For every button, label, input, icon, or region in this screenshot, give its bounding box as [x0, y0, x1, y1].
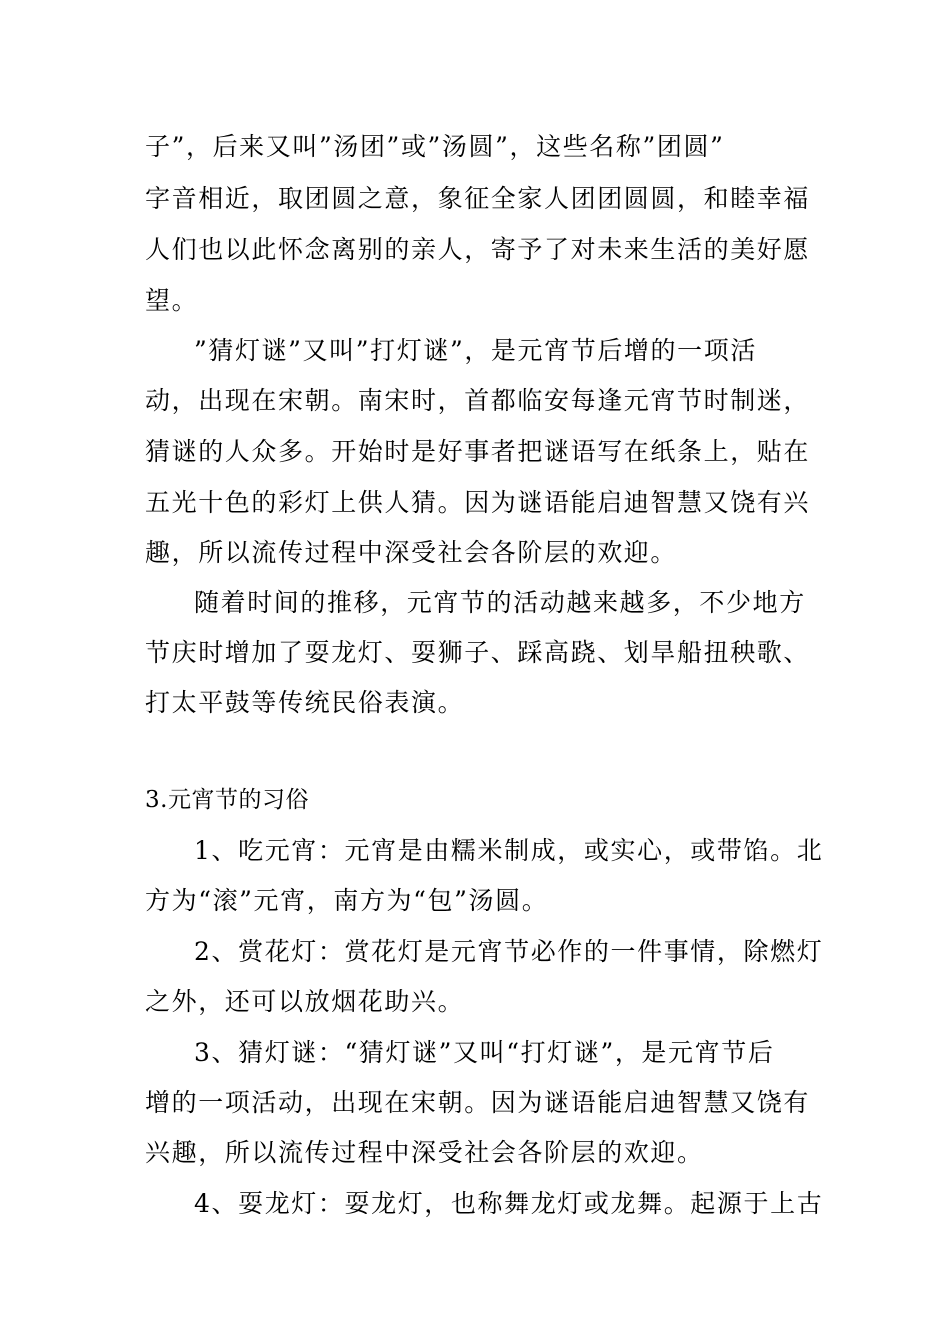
text-line: 节庆时增加了耍龙灯、耍狮子、踩高跷、划旱船扭秧歌、 — [145, 638, 811, 667]
text-line: 之外，还可以放烟花助兴。 — [145, 987, 465, 1016]
text-line: 方为“滚”元宵，南方为“包”汤圆。 — [145, 886, 549, 915]
text-line: 打太平鼓等传统民俗表演。 — [145, 688, 465, 717]
text-line: 增的一项活动，出现在宋朝。因为谜语能启迪智慧又饶有 — [145, 1088, 811, 1117]
text-line: 望。 — [145, 286, 199, 315]
text-line: 子”，后来又叫”汤团”或”汤圆”，这些名称”团圆” — [145, 132, 725, 161]
text-line: 随着时间的推移，元宵节的活动越来越多，不少地方 — [194, 588, 806, 617]
text-line: 五光十色的彩灯上供人猜。因为谜语能启迪智慧又饶有兴 — [145, 488, 811, 517]
text-line: 2、赏花灯：赏花灯是元宵节必作的一件事情，除燃灯 — [194, 937, 824, 966]
text-line: 趣，所以流传过程中深受社会各阶层的欢迎。 — [145, 538, 678, 567]
section-heading: 3.元宵节的习俗 — [145, 787, 309, 813]
text-line: ”猜灯谜”又叫”打灯谜”，是元宵节后增的一项活 — [194, 336, 757, 365]
text-line: 动，出现在宋朝。南宋时，首都临安每逢元宵节时制迷， — [145, 386, 811, 415]
text-line: 字音相近，取团圆之意，象征全家人团团圆圆，和睦幸福 — [145, 184, 811, 213]
text-line: 人们也以此怀念离别的亲人，寄予了对未来生活的美好愿 — [145, 235, 811, 264]
text-line: 3、猜灯谜：“猜灯谜”又叫“打灯谜”，是元宵节后 — [194, 1038, 775, 1067]
text-line: 兴趣，所以流传过程中深受社会各阶层的欢迎。 — [145, 1138, 704, 1167]
text-line: 1、吃元宵：元宵是由糯米制成，或实心，或带馅。北 — [194, 836, 824, 865]
text-line: 猜谜的人众多。开始时是好事者把谜语写在纸条上，贴在 — [145, 437, 811, 466]
text-line: 4、耍龙灯：耍龙灯，也称舞龙灯或龙舞。起源于上古 — [194, 1189, 824, 1218]
